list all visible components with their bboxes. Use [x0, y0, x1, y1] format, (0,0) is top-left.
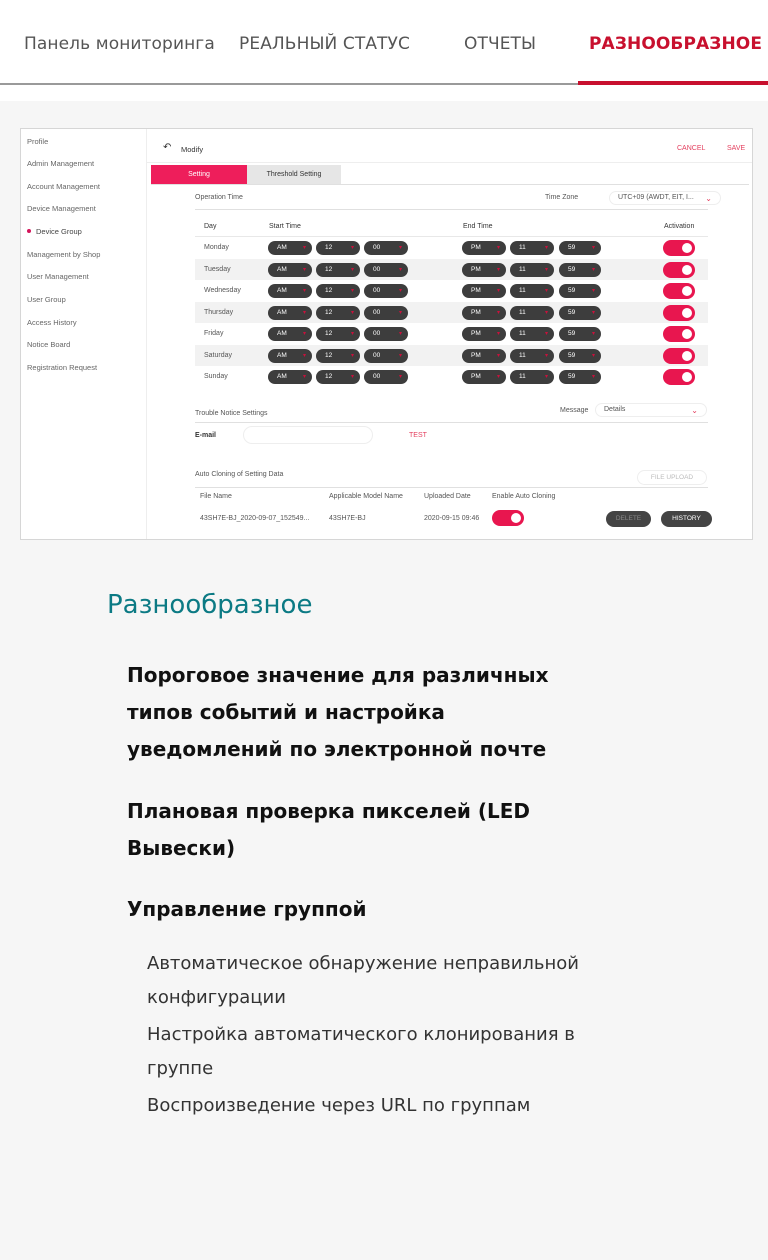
active-dot-icon	[27, 229, 31, 233]
start-ampm-select-value: AM	[277, 287, 287, 294]
end-hour-select[interactable]	[510, 306, 554, 320]
schedule-row	[195, 345, 708, 367]
schedule-row	[195, 366, 708, 388]
end-ampm-select[interactable]	[462, 349, 506, 363]
end-minute-select-value: 59	[568, 287, 576, 294]
activation-toggle[interactable]	[663, 369, 695, 385]
end-hour-select-value: 11	[519, 330, 526, 337]
start-minute-select-value: 00	[373, 330, 381, 337]
file-name-cell: 43SH7E-BJ_2020-09-07_152549...	[200, 515, 310, 522]
toggle-knob	[682, 372, 692, 382]
chevron-down-icon: ▾	[496, 331, 500, 337]
time-zone-label: Time Zone	[545, 194, 579, 201]
end-minute-select[interactable]	[559, 284, 601, 298]
start-ampm-select-value: AM	[277, 330, 287, 337]
start-minute-select-value: 00	[373, 287, 381, 294]
toggle-knob	[682, 329, 692, 339]
sub-item-auto-cloning: Настройка автоматического клонирования в группе	[147, 1024, 575, 1079]
toggle-knob	[682, 286, 692, 296]
start-minute-select[interactable]	[364, 263, 408, 277]
day-label: Monday	[204, 244, 229, 251]
start-minute-select[interactable]	[364, 241, 408, 255]
trouble-notice-label: Trouble Notice Settings	[195, 410, 268, 417]
end-hour-select[interactable]	[510, 327, 554, 341]
chevron-down-icon: ▾	[496, 245, 500, 251]
start-ampm-select-value: AM	[277, 244, 287, 251]
tabs-divider	[151, 184, 749, 185]
end-ampm-select[interactable]	[462, 327, 506, 341]
activation-toggle[interactable]	[663, 283, 695, 299]
feature-threshold-email: Пороговое значение для различных типов событий и настройка уведомлений по электронной почте	[127, 663, 549, 761]
chevron-down-icon: ▾	[398, 288, 402, 294]
panel-title: Modify	[181, 145, 204, 154]
tab-miscellaneous[interactable]: РАЗНООБРАЗНОЕ	[589, 34, 763, 54]
start-hour-select-value: 12	[325, 287, 333, 294]
column-activation: Activation	[664, 223, 695, 230]
end-minute-select[interactable]	[559, 263, 601, 277]
activation-toggle[interactable]	[663, 305, 695, 321]
end-hour-select-value: 11	[519, 351, 526, 359]
message-select[interactable]	[595, 403, 707, 417]
start-minute-select[interactable]	[364, 306, 408, 320]
chevron-down-icon: ▾	[302, 374, 306, 380]
day-label: Thursday	[204, 308, 234, 316]
tab-threshold-setting[interactable]: Threshold Setting	[247, 165, 341, 184]
end-hour-select[interactable]	[510, 370, 554, 384]
chevron-down-icon: ▾	[350, 374, 354, 380]
start-hour-select[interactable]	[316, 284, 360, 298]
end-minute-select[interactable]	[559, 327, 601, 341]
end-ampm-select-value: PM	[471, 373, 481, 380]
sidebar-item-account-management[interactable]: Account Management	[27, 182, 100, 191]
start-minute-select[interactable]	[364, 349, 408, 363]
end-hour-select-value: 11	[519, 287, 526, 294]
tab-setting[interactable]: Setting	[151, 165, 247, 184]
end-minute-select-value: 59	[568, 308, 576, 316]
tab-real-status[interactable]: РЕАЛЬНЫЙ СТАТУС	[239, 34, 410, 54]
start-ampm-select[interactable]	[268, 370, 312, 384]
date-cell: 2020-09-15 09:46	[424, 515, 480, 522]
start-hour-select[interactable]	[316, 327, 360, 341]
chevron-down-icon: ▾	[591, 266, 595, 273]
end-hour-select[interactable]	[510, 241, 554, 255]
chevron-down-icon: ▾	[591, 352, 595, 359]
chevron-down-icon: ▾	[544, 331, 548, 337]
sidebar-item-registration-request[interactable]: Registration Request	[27, 363, 98, 372]
chevron-down-icon: ▾	[350, 245, 354, 251]
app-screenshot	[20, 128, 753, 540]
start-hour-select[interactable]	[316, 349, 360, 363]
end-minute-select[interactable]	[559, 241, 601, 255]
schedule-row	[195, 323, 708, 345]
start-ampm-select[interactable]	[268, 241, 312, 255]
activation-toggle[interactable]	[663, 240, 695, 256]
start-ampm-select[interactable]	[268, 327, 312, 341]
delete-button[interactable]: DELETE	[606, 511, 651, 527]
chevron-down-icon: ▾	[398, 309, 402, 316]
end-ampm-select-value: PM	[471, 351, 481, 359]
chevron-down-icon: ▾	[496, 288, 500, 294]
end-ampm-select-value: PM	[471, 244, 481, 251]
day-label: Sunday	[204, 373, 228, 380]
toggle-knob	[682, 351, 692, 361]
operation-time-label: Operation Time	[195, 194, 243, 201]
start-hour-select-value: 12	[325, 265, 333, 273]
chevron-down-icon: ▾	[496, 266, 500, 273]
end-hour-select[interactable]	[510, 263, 554, 277]
chevron-down-icon: ▾	[591, 309, 595, 316]
chevron-down-icon: ▾	[302, 309, 306, 316]
chevron-down-icon: ▾	[398, 374, 402, 380]
chevron-down-icon: ▾	[496, 352, 500, 359]
spacer	[0, 85, 768, 101]
toggle-knob	[682, 243, 692, 253]
chevron-down-icon: ▾	[302, 245, 306, 251]
column-end-time: End Time	[463, 223, 493, 230]
schedule-row	[195, 280, 708, 302]
end-hour-select[interactable]	[510, 284, 554, 298]
chevron-down-icon: ⌄	[705, 194, 712, 203]
chevron-down-icon: ▾	[544, 245, 548, 251]
end-ampm-select[interactable]	[462, 306, 506, 320]
chevron-down-icon: ▾	[302, 288, 306, 294]
start-minute-select-value: 00	[373, 244, 381, 251]
schedule-row	[195, 302, 708, 324]
back-icon[interactable]: ↶	[163, 142, 172, 153]
start-ampm-select-value: AM	[277, 265, 287, 273]
chevron-down-icon: ▾	[398, 352, 402, 359]
chevron-down-icon: ▾	[302, 266, 306, 273]
sidebar-item-device-group[interactable]: Device Group	[36, 227, 82, 236]
start-hour-select[interactable]	[316, 263, 360, 277]
sidebar-item-management-by-shop[interactable]: Management by Shop	[27, 250, 101, 259]
end-hour-select-value: 11	[519, 308, 526, 316]
chevron-down-icon: ▾	[350, 331, 354, 337]
end-ampm-select-value: PM	[471, 265, 481, 273]
divider	[195, 422, 708, 423]
chevron-down-icon: ▾	[544, 266, 548, 273]
column-day: Day	[204, 223, 217, 230]
chevron-down-icon: ▾	[544, 374, 548, 380]
end-minute-select[interactable]	[559, 349, 601, 363]
sidebar-item-profile[interactable]: Profile	[27, 137, 49, 146]
end-minute-select[interactable]	[559, 370, 601, 384]
time-zone-value: UTC+09 (AWDT, EIT, I...	[618, 194, 694, 201]
schedule-row	[195, 237, 708, 259]
chevron-down-icon: ⌄	[691, 406, 698, 415]
end-hour-select[interactable]	[510, 349, 554, 363]
start-ampm-select-value: AM	[277, 351, 287, 359]
start-minute-select-value: 00	[373, 265, 381, 273]
start-minute-select[interactable]	[364, 370, 408, 384]
column-applicable-model: Applicable Model Name	[329, 493, 403, 500]
tab-monitoring-dashboard[interactable]: Панель мониторинга	[24, 34, 215, 54]
auto-cloning-label: Auto Cloning of Setting Data	[195, 471, 284, 478]
history-button[interactable]: HISTORY	[661, 511, 712, 527]
end-minute-select-value: 59	[568, 373, 576, 380]
test-button[interactable]: TEST	[409, 432, 427, 439]
start-hour-select[interactable]	[316, 241, 360, 255]
chevron-down-icon: ▾	[591, 288, 595, 294]
chevron-down-icon: ▾	[591, 245, 595, 251]
toggle-knob	[511, 513, 521, 523]
end-hour-select-value: 11	[519, 265, 526, 273]
chevron-down-icon: ▾	[302, 331, 306, 337]
chevron-down-icon: ▾	[544, 309, 548, 316]
day-label: Tuesday	[204, 265, 231, 273]
start-hour-select[interactable]	[316, 370, 360, 384]
start-ampm-select-value: AM	[277, 373, 287, 380]
day-label: Saturday	[204, 351, 233, 359]
start-minute-select-value: 00	[373, 351, 381, 359]
start-minute-select[interactable]	[364, 327, 408, 341]
divider	[195, 487, 708, 488]
save-button[interactable]: SAVE	[727, 145, 746, 152]
end-ampm-select[interactable]	[462, 284, 506, 298]
day-label: Wednesday	[204, 287, 241, 294]
sidebar-item-notice-board[interactable]: Notice Board	[27, 340, 71, 349]
chevron-down-icon: ▾	[496, 374, 500, 380]
section-title: Разнообразное	[107, 590, 313, 620]
activation-toggle[interactable]	[663, 326, 695, 342]
chevron-down-icon: ▾	[398, 266, 402, 273]
column-file-name: File Name	[200, 493, 232, 500]
start-hour-select-value: 12	[325, 330, 333, 337]
start-hour-select-value: 12	[325, 308, 333, 316]
end-hour-select-value: 11	[519, 373, 526, 380]
content-panel	[147, 129, 753, 539]
panel-header	[147, 129, 753, 163]
feature-group-management: Управление группой	[127, 897, 367, 921]
column-uploaded-date: Uploaded Date	[424, 493, 471, 500]
chevron-down-icon: ▾	[398, 245, 402, 251]
end-minute-select[interactable]	[559, 306, 601, 320]
toggle-knob	[682, 308, 692, 318]
sub-item-misconfiguration: Автоматическое обнаружение неправильной конфигурации	[147, 953, 580, 1008]
chevron-down-icon: ▾	[398, 331, 402, 337]
end-minute-select-value: 59	[568, 265, 576, 273]
feature-pixel-check: Плановая проверка пикселей (LED Вывески)	[127, 799, 531, 860]
toggle-knob	[682, 265, 692, 275]
divider	[195, 209, 708, 210]
chevron-down-icon: ▾	[591, 374, 595, 380]
schedule-table-header	[195, 215, 708, 237]
end-ampm-select-value: PM	[471, 308, 481, 316]
end-minute-select-value: 59	[568, 244, 576, 251]
start-hour-select[interactable]	[316, 306, 360, 320]
email-field[interactable]	[243, 426, 373, 444]
start-hour-select-value: 12	[325, 373, 333, 380]
end-minute-select-value: 59	[568, 351, 576, 359]
tab-reports[interactable]: ОТЧЕТЫ	[464, 34, 537, 54]
auto-cloning-toggle[interactable]	[492, 510, 524, 526]
end-minute-select-value: 59	[568, 330, 576, 337]
end-hour-select-value: 11	[519, 244, 526, 251]
end-ampm-select-value: PM	[471, 330, 481, 337]
end-ampm-select[interactable]	[462, 241, 506, 255]
start-minute-select-value: 00	[373, 308, 381, 316]
chevron-down-icon: ▾	[350, 288, 354, 294]
chevron-down-icon: ▾	[350, 266, 354, 273]
start-minute-select[interactable]	[364, 284, 408, 298]
day-label: Friday	[204, 330, 224, 337]
chevron-down-icon: ▾	[544, 288, 548, 294]
chevron-down-icon: ▾	[496, 309, 500, 316]
chevron-down-icon: ▾	[350, 352, 354, 359]
end-ampm-select[interactable]	[462, 263, 506, 277]
chevron-down-icon: ▾	[544, 352, 548, 359]
start-minute-select-value: 00	[373, 373, 381, 380]
start-ampm-select[interactable]	[268, 284, 312, 298]
main-panel	[147, 129, 753, 539]
start-hour-select-value: 12	[325, 244, 333, 251]
schedule-row	[195, 259, 708, 281]
message-label: Message	[560, 407, 589, 414]
start-ampm-select[interactable]	[268, 306, 312, 320]
chevron-down-icon: ▾	[350, 309, 354, 316]
activation-toggle[interactable]	[663, 348, 695, 364]
email-label: E-mail	[195, 432, 217, 439]
message-value: Details	[604, 406, 626, 413]
end-ampm-select[interactable]	[462, 370, 506, 384]
sidebar-item-user-management[interactable]: User Management	[27, 272, 89, 281]
sidebar-item-access-history[interactable]: Access History	[27, 318, 77, 327]
column-start-time: Start Time	[269, 223, 301, 230]
sidebar-item-device-management[interactable]: Device Management	[27, 204, 96, 213]
model-cell: 43SH7E-BJ	[329, 515, 366, 522]
file-upload-button[interactable]: FILE UPLOAD	[637, 470, 707, 485]
start-ampm-select-value: AM	[277, 308, 287, 316]
sidebar-item-user-group[interactable]: User Group	[27, 295, 66, 304]
start-hour-select-value: 12	[325, 351, 333, 359]
chevron-down-icon: ▾	[302, 352, 306, 359]
activation-toggle[interactable]	[663, 262, 695, 278]
end-ampm-select-value: PM	[471, 287, 481, 294]
chevron-down-icon: ▾	[591, 331, 595, 337]
start-ampm-select[interactable]	[268, 349, 312, 363]
sub-item-url-playback: Воспроизведение через URL по группам	[147, 1095, 531, 1116]
cancel-button[interactable]: CANCEL	[677, 145, 706, 152]
time-zone-select[interactable]	[609, 191, 721, 205]
sidebar-item-admin-management[interactable]: Admin Management	[27, 159, 95, 168]
start-ampm-select[interactable]	[268, 263, 312, 277]
sidebar	[21, 129, 147, 539]
column-enable-auto-cloning: Enable Auto Cloning	[492, 493, 556, 500]
top-tab-bar	[0, 0, 768, 85]
